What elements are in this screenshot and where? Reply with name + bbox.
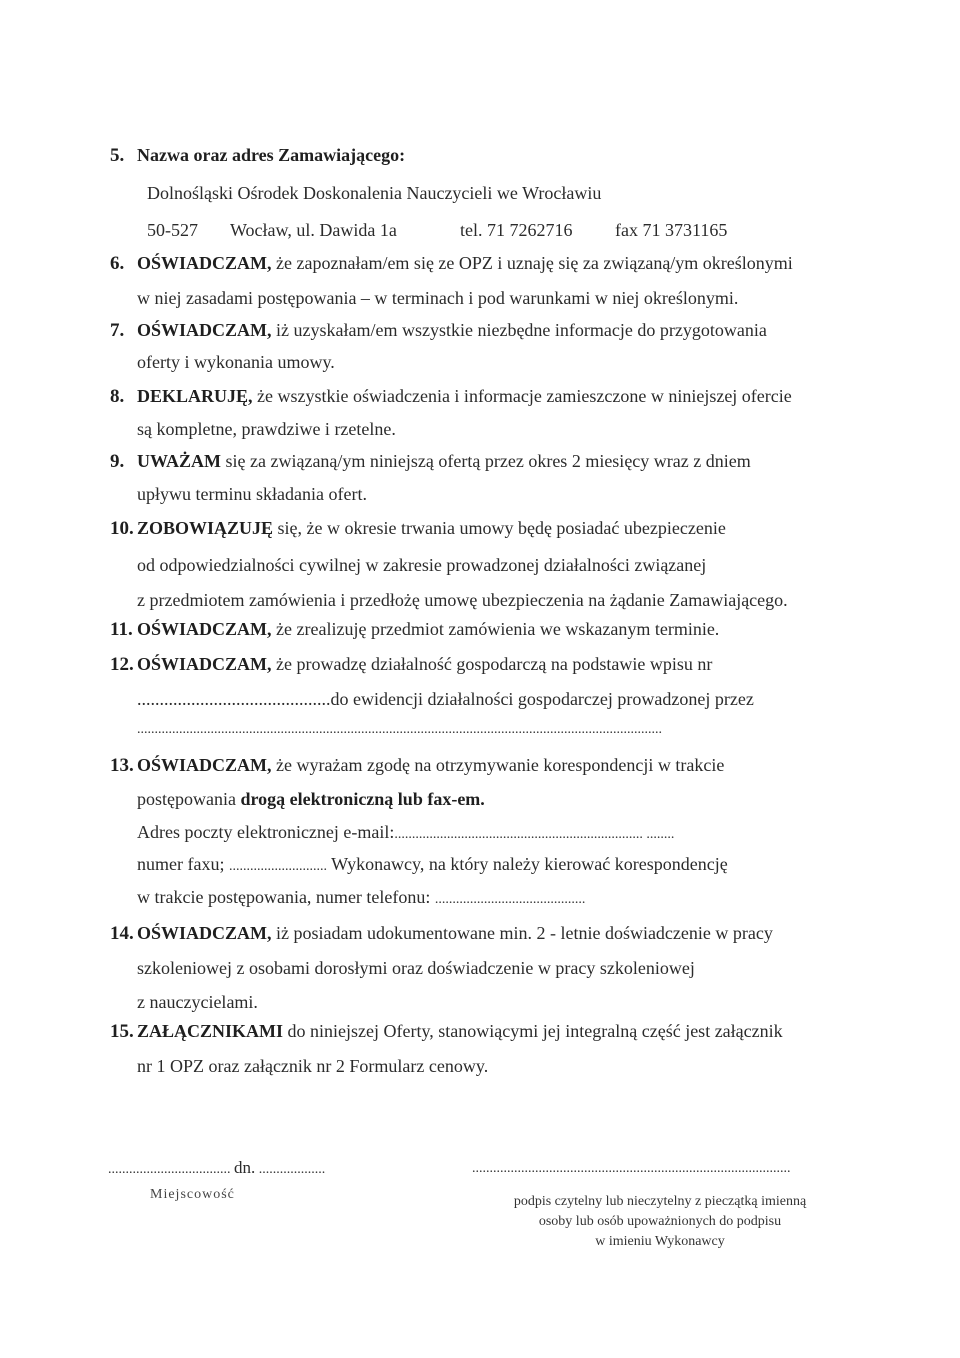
section-number: 6.	[110, 253, 125, 274]
section-number: 8.	[110, 386, 125, 407]
date-field[interactable]: ...................	[258, 1162, 326, 1177]
signature-caption-line: podpis czytelny lub nieczytelny z pieczątką imienną	[513, 1194, 807, 1209]
signature-field[interactable]: ...........................................................................................	[472, 1161, 791, 1176]
section-number: 12.	[110, 654, 134, 675]
declaration-keyword: DEKLARUJĘ,	[137, 386, 253, 406]
declaration-keyword: ZOBOWIĄZUJĘ	[137, 518, 274, 538]
section-number: 13.	[110, 755, 134, 776]
declaration-keyword: OŚWIADCZAM,	[137, 320, 272, 340]
registry-number-blank[interactable]: ...........................................	[137, 689, 331, 709]
signature-caption-line: osoby lub osób upoważnionych do podpisu	[538, 1214, 782, 1229]
declaration-keyword: OŚWIADCZAM,	[137, 923, 272, 943]
declaration-text: że zrealizuję przedmiot zamówienia we wskazanym terminie.	[276, 619, 720, 639]
signature-caption	[470, 1192, 850, 1252]
email-label: Adres poczty elektronicznej e-mail:	[137, 822, 395, 842]
declaration-text: iż posiadam udokumentowane min. 2 - letnie doświadczenie w pracy	[276, 923, 773, 943]
declaration-text: że wyrażam zgodę na otrzymywanie korespondencji w trakcie	[276, 755, 725, 775]
declaration-text: że prowadzę działalność gospodarczą na podstawie wpisu nr	[276, 654, 713, 674]
contact-method: drogą elektroniczną lub fax-em.	[240, 789, 485, 809]
section-number: 10.	[110, 518, 134, 539]
section-5-heading: Nazwa oraz adres Zamawiającego:	[137, 145, 406, 165]
declaration-text: że wszystkie oświadczenia i informacje zamieszczone w niniejszej ofercie	[257, 386, 792, 406]
fax-label: numer faxu;	[137, 854, 225, 874]
orderer-phone: tel. 71 7262716	[460, 220, 573, 240]
place-date-line	[108, 1158, 325, 1178]
declaration-text: Wykonawcy, na który należy kierować korespondencję	[331, 854, 728, 874]
section-number: 7.	[110, 320, 125, 341]
declaration-text: że zapoznałam/em się ze OPZ i uznaję się za związaną/ym określonymi	[276, 253, 793, 273]
declaration-keyword: OŚWIADCZAM,	[137, 654, 272, 674]
orderer-street: Wocław, ul. Dawida 1a	[230, 220, 397, 240]
declaration-text: do niniejszej Oferty, stanowiącymi jej integralną część jest załącznik	[287, 1021, 783, 1041]
declaration-text: iż uzyskałam/em wszystkie niezbędne informacje do przygotowania	[276, 320, 767, 340]
place-field[interactable]: ...................................	[108, 1162, 231, 1177]
declaration-text: są kompletne, prawdziwe i rzetelne.	[137, 419, 396, 439]
place-label: Miejscowość	[150, 1187, 235, 1202]
signature-caption-line: w imieniu Wykonawcy	[595, 1234, 725, 1249]
section-number: 15.	[110, 1021, 134, 1042]
declaration-keyword: OŚWIADCZAM,	[137, 253, 272, 273]
declaration-text: oferty i wykonania umowy.	[137, 352, 335, 372]
declaration-text: nr 1 OPZ oraz załącznik nr 2 Formularz cenowy.	[137, 1056, 489, 1076]
declaration-text: z przedmiotem zamówienia i przedłożę umowę ubezpieczenia na żądanie Zamawiającego.	[137, 590, 788, 610]
section-number: 11.	[110, 619, 133, 640]
declaration-text: od odpowiedzialności cywilnej w zakresie prowadzonej działalności związanej	[137, 555, 707, 575]
declaration-keyword: UWAŻAM	[137, 451, 221, 471]
declaration-text: się, że w okresie trwania umowy będę posiadać ubezpieczenie	[277, 518, 726, 538]
declaration-text: do ewidencji działalności gospodarczej prowadzonej przez	[330, 689, 754, 709]
declaration-text: upływu terminu składania ofert.	[137, 484, 367, 504]
email-field[interactable]: ....................................................................... ........	[394, 827, 675, 842]
date-prefix: dn.	[234, 1158, 256, 1177]
declaration-keyword: OŚWIADCZAM,	[137, 755, 272, 775]
orderer-name: Dolnośląski Ośrodek Doskonalenia Nauczycieli we Wrocławiu	[147, 183, 602, 203]
section-number: 5.	[110, 145, 125, 166]
fax-field[interactable]: ............................	[228, 859, 327, 874]
orderer-postal-code: 50-527	[147, 220, 198, 240]
registry-authority-blank[interactable]: ......................................................................................................................................................	[137, 722, 662, 737]
section-number: 9.	[110, 451, 125, 472]
phone-label: w trakcie postępowania, numer telefonu:	[137, 887, 431, 907]
declaration-text: się za związaną/ym niniejszą ofertą przez okres 2 miesięcy wraz z dniem	[225, 451, 751, 471]
declaration-text: szkoleniowej z osobami dorosłymi oraz doświadczenie w pracy szkoleniowej	[137, 958, 695, 978]
section-number: 14.	[110, 923, 134, 944]
declaration-text: z nauczycielami.	[137, 992, 258, 1012]
orderer-fax: fax 71 3731165	[615, 220, 728, 240]
declaration-keyword: OŚWIADCZAM,	[137, 619, 272, 639]
declaration-text: postępowania	[137, 789, 236, 809]
declaration-text: w niej zasadami postępowania – w terminach i pod warunkami w niej określonymi.	[137, 288, 739, 308]
declaration-keyword: ZAŁĄCZNIKAMI	[137, 1021, 284, 1041]
phone-field[interactable]: ...........................................	[434, 892, 586, 907]
